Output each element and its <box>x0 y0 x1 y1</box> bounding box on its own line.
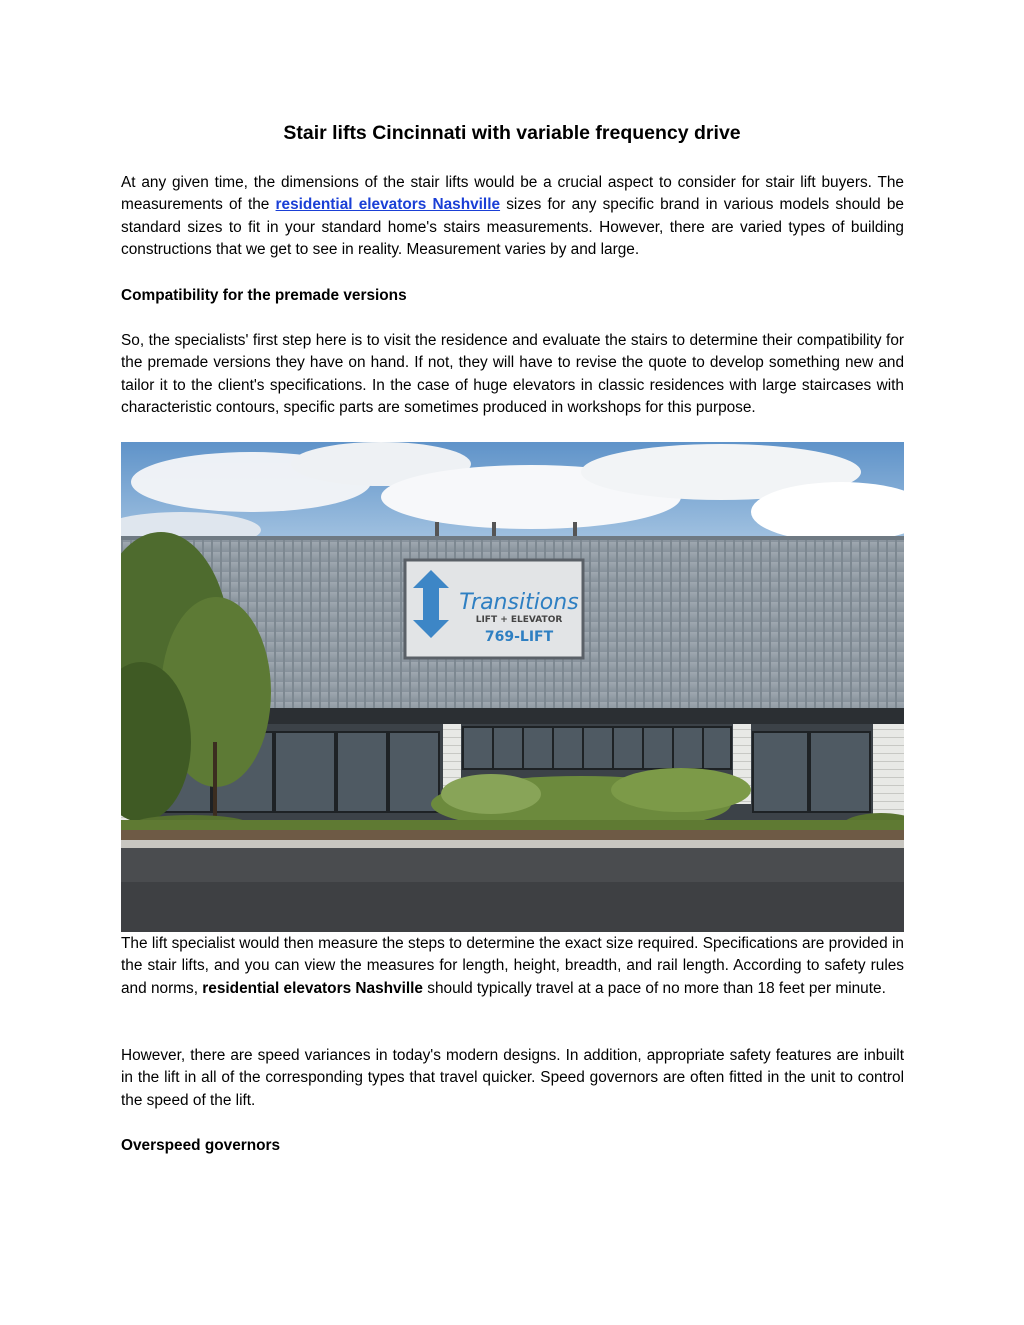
sign-phone: 769-LIFT <box>484 629 554 645</box>
sign-tagline: LIFT + ELEVATOR <box>475 615 563 625</box>
section-heading-overspeed: Overspeed governors <box>121 1137 281 1154</box>
sign-company-name: Transitions <box>459 590 579 615</box>
building-photo <box>121 442 904 932</box>
paragraph-intro-text-a: At any given time, the dimensions of the stair lifts would be a crucial aspect to consider for stair lift buyers. The measurements of the <box>121 174 904 214</box>
residential-elevators-nashville-link[interactable]: residential elevators Nashville <box>275 196 501 214</box>
paragraph-measurement-text-b: should typically travel at a pace of no more than 18 feet per minute. <box>423 979 886 997</box>
section-heading-compatibility: Compatibility for the premade versions <box>121 287 407 304</box>
paragraph-intro-text-b: sizes for any specific brand in various models should be standard sizes to fit in your standard home's stairs measurements. However, there are varied types of building constructions that we get to see in reality. Measurement varies by and large. <box>121 196 904 259</box>
paragraph-intro <box>121 172 904 262</box>
residential-elevators-nashville-bold: residential elevators Nashville <box>202 979 423 997</box>
paragraph-compatibility: So, the specialists' first step here is to visit the residence and evaluate the stairs to determine their compatibility for the premade versions they have on hand. If not, they will have to revise the quote to develop something new and tailor it to the client's specifications. In the case of huge elevators in classic residences with large staircases with characteristic contours, specific parts are sometimes produced in workshops for this purpose. <box>121 332 904 417</box>
paragraph-speed-variances: However, there are speed variances in today's modern designs. In addition, appropriate safety features are inbuilt in the lift in all of the corresponding types that travel quicker. Speed governors are often fitted in the unit to control the speed of the lift. <box>121 1047 904 1109</box>
paragraph-measurement <box>121 933 904 1000</box>
page-title: Stair lifts Cincinnati with variable frequency drive <box>283 122 741 144</box>
paragraph-measurement-text-a: The lift specialist would then measure the steps to determine the exact size required. Specifications are provided in the stair lifts, and you can view the measures for length, height, breadth, and rail length. According to safety rules and norms, <box>121 935 904 997</box>
